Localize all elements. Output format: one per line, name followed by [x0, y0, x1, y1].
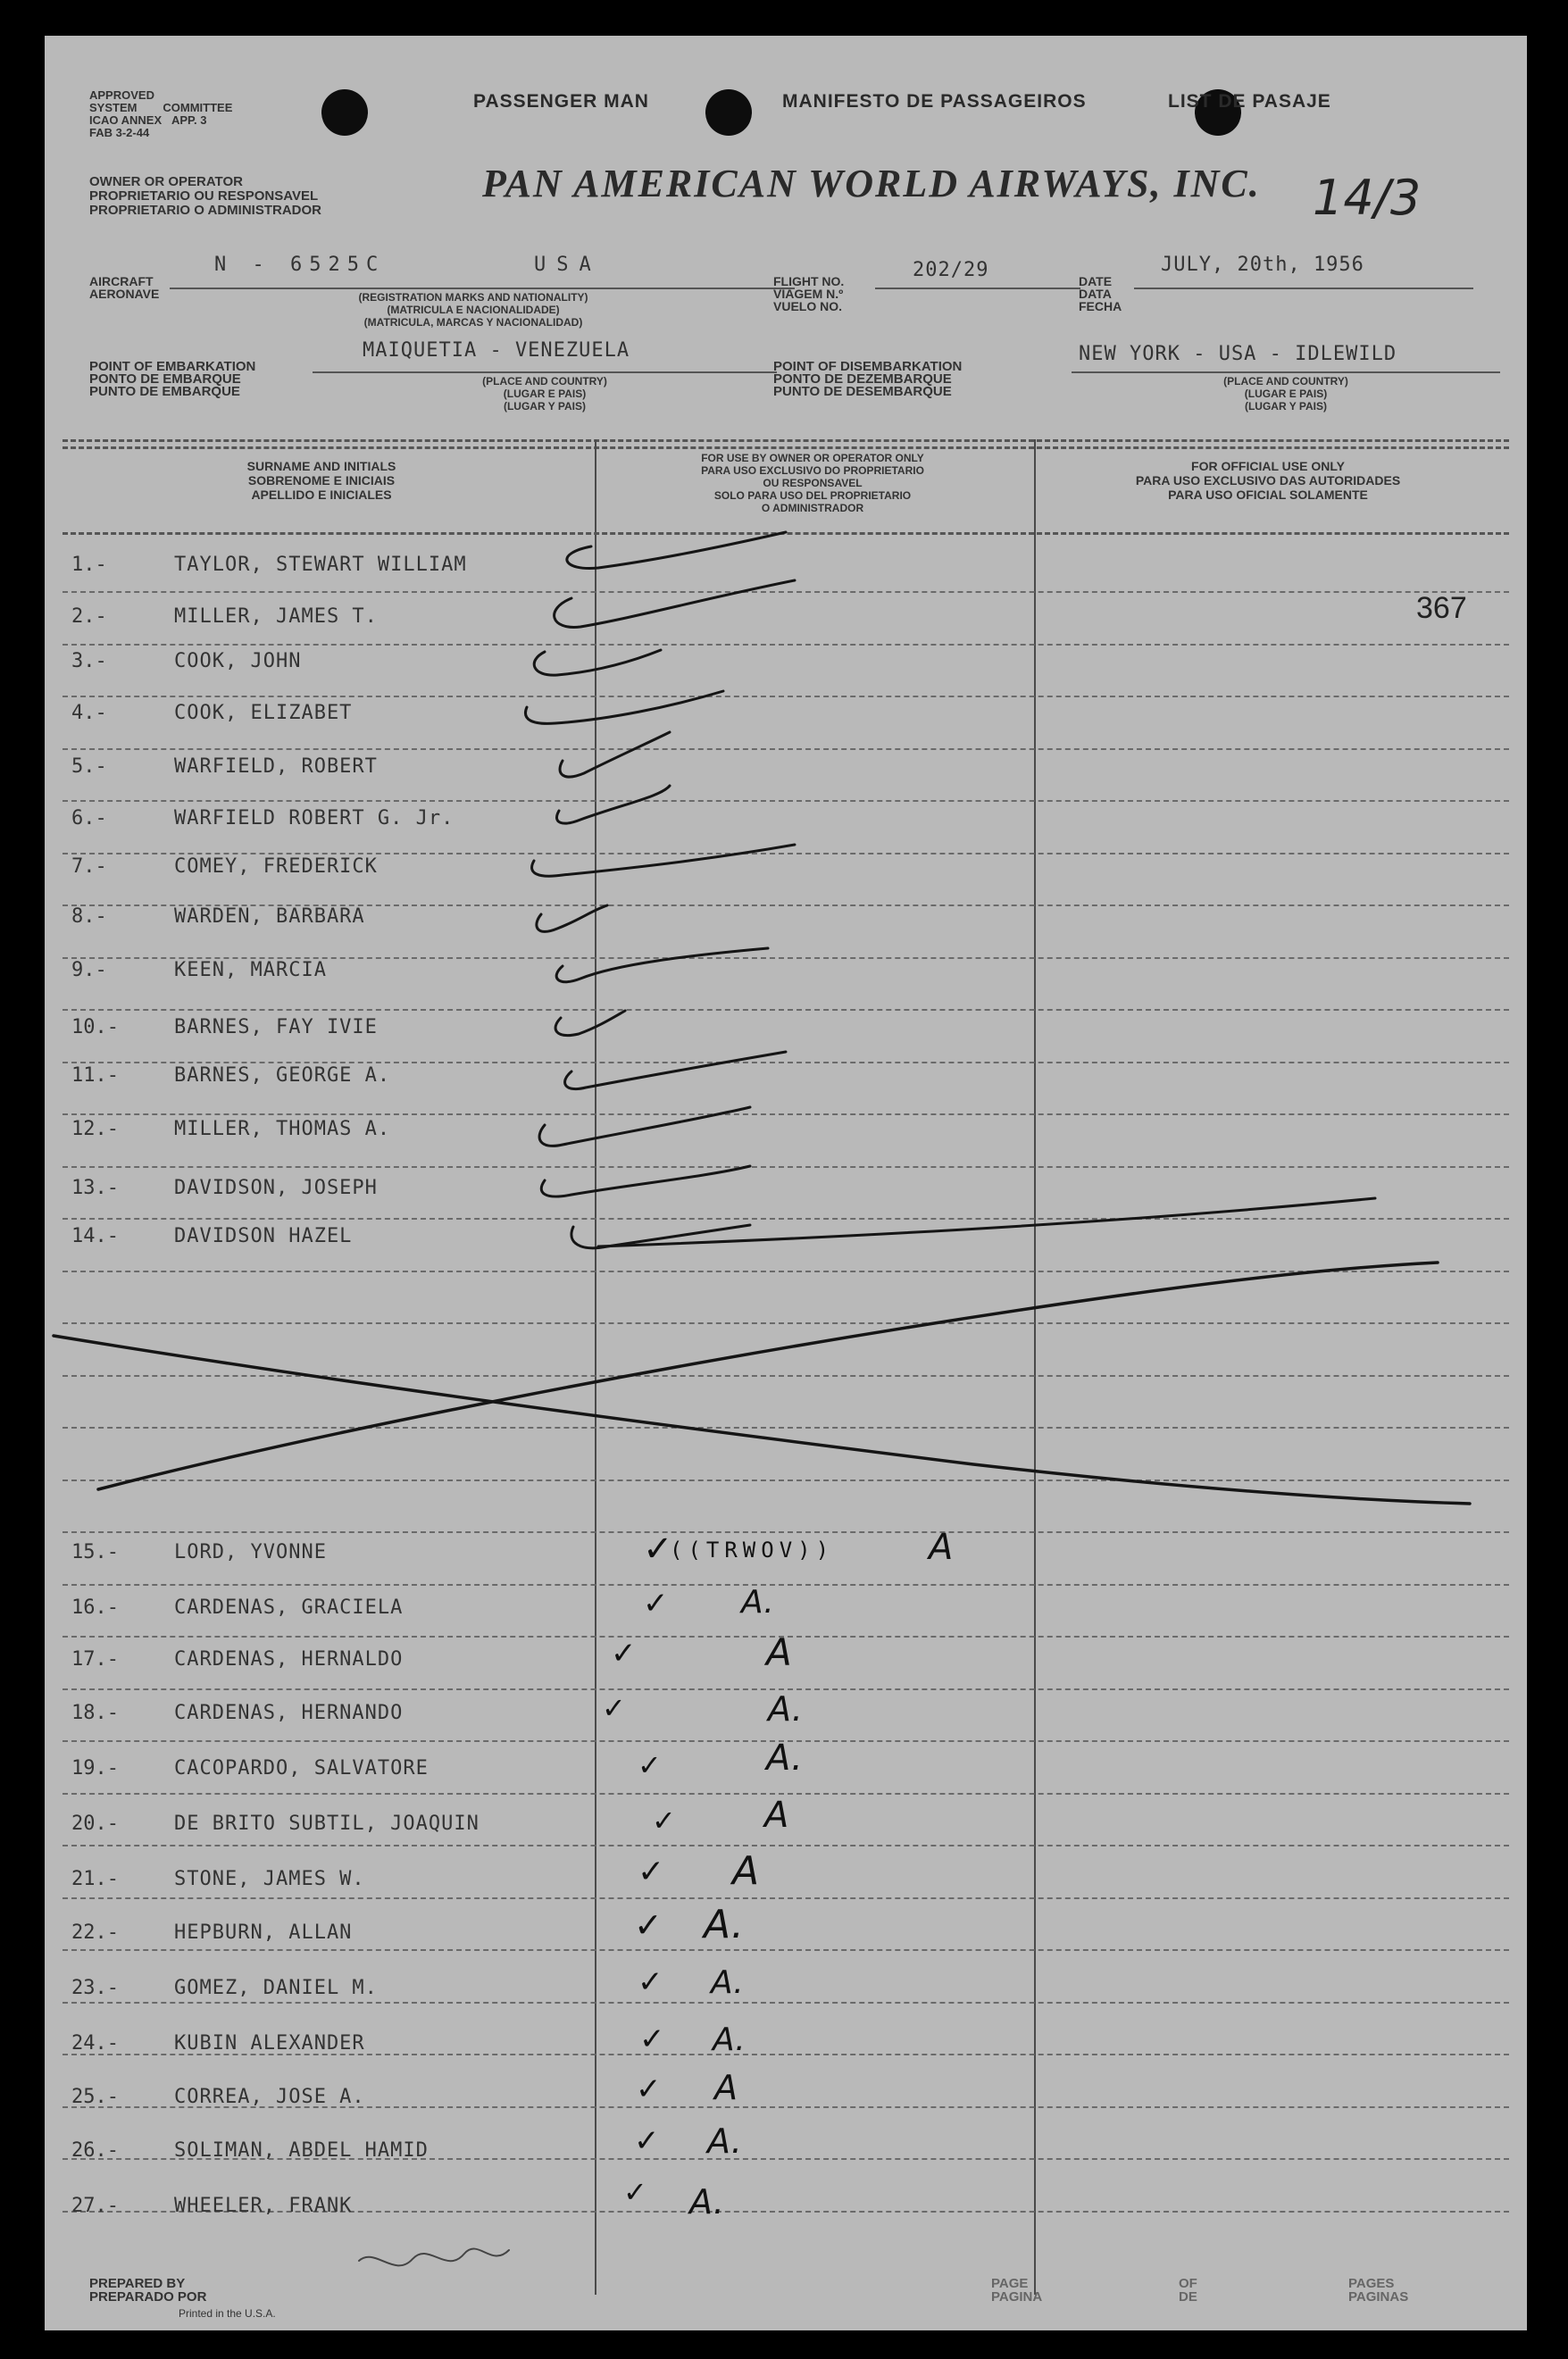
owner-labels: OWNER OR OPERATOR PROPRIETARIO OU RESPONSAVEL PROPRIETARIO O ADMINISTRADOR	[89, 174, 322, 218]
passenger-name: LORD, YVONNE	[174, 1541, 327, 1563]
check-swoosh	[555, 1011, 625, 1036]
check-swoosh	[532, 845, 795, 876]
official-column-header: FOR OFFICIAL USE ONLY PARA USO EXCLUSIVO DAS AUTORIDADES PARA USO OFICIAL SOLAMENTE	[1135, 459, 1401, 502]
row-number: 23.-	[71, 1977, 119, 1999]
cross-line	[98, 1263, 1438, 1489]
check-swoosh	[556, 948, 768, 982]
passenger-name: DE BRITO SUBTIL, JOAQUIN	[174, 1813, 480, 1835]
code-mark: A.	[707, 2121, 742, 2161]
check-mark: ✓	[638, 1854, 665, 1890]
disembark-labels: POINT OF DISEMBARKATION PONTO DE DEZEMBARQUE PUNTO DE DESEMBARQUE	[773, 359, 963, 399]
embark-labels: POINT OF EMBARKATION PONTO DE EMBARQUE PUNTO DE EMBARQUE	[89, 359, 256, 399]
row-number: 18.-	[71, 1702, 119, 1724]
code-mark: A.	[741, 1584, 774, 1621]
check-swoosh	[541, 1166, 750, 1196]
check-mark: ✓	[636, 2071, 662, 2107]
code-mark: A	[766, 1630, 792, 1674]
passenger-name: BARNES, GEORGE A.	[174, 1064, 391, 1087]
row-number: 22.-	[71, 1921, 119, 1944]
check-mark: ✓	[611, 1636, 637, 1671]
passenger-name: SOLIMAN, ABDEL HAMID	[174, 2139, 429, 2162]
row-number: 14.-	[71, 1225, 119, 1247]
row-number: 24.-	[71, 2032, 119, 2055]
check-mark: ✓	[643, 1529, 673, 1570]
passenger-name: WHEELER, FRANK	[174, 2195, 353, 2217]
code-mark: A	[764, 1795, 789, 1836]
passenger-name: BARNES, FAY IVIE	[174, 1016, 378, 1038]
flight-value: 202/29	[913, 259, 989, 281]
surname-column-header: SURNAME AND INITIALS SOBRENOME E INICIAIS APELLIDO E INICIALES	[246, 459, 396, 502]
check-swoosh	[567, 532, 786, 569]
owner-column-header: FOR USE BY OWNER OR OPERATOR ONLY PARA USO EXCLUSIVO DO PROPRIETARIO OU RESPONSAVEL SOLO PARA USO DEL PROPRIETARIO O ADMINISTRADOR	[701, 452, 924, 514]
code-mark: A	[929, 1527, 954, 1568]
row-number: 21.-	[71, 1868, 119, 1890]
code-mark: A.	[689, 2182, 724, 2221]
row-number: 8.-	[71, 905, 107, 928]
row-number: 9.-	[71, 959, 107, 981]
check-swoosh	[525, 691, 723, 723]
embark-value: MAIQUETIA - VENEZUELA	[363, 339, 630, 362]
signature-scribble	[359, 2249, 509, 2266]
row-number: 1.-	[71, 554, 107, 576]
of-label: OF DE	[1179, 2276, 1197, 2305]
manifest-sheet	[45, 36, 1527, 2330]
passenger-name: WARFIELD, ROBERT	[174, 755, 378, 778]
check-mark: ✓	[634, 2123, 660, 2159]
passenger-name: CARDENAS, HERNALDO	[174, 1648, 404, 1671]
title-pt: MANIFESTO DE PASSAGEIROS	[782, 91, 1087, 112]
check-swoosh	[539, 1107, 750, 1146]
row-number: 20.-	[71, 1813, 119, 1835]
passenger-name: MILLER, THOMAS A.	[174, 1118, 391, 1140]
date-value: JULY, 20th, 1956	[1161, 254, 1364, 276]
row-number: 4.-	[71, 702, 107, 724]
passenger-name: CARDENAS, GRACIELA	[174, 1596, 404, 1619]
passenger-name: GOMEZ, DANIEL M.	[174, 1977, 378, 1999]
passenger-name: KUBIN ALEXANDER	[174, 2032, 365, 2055]
row-number: 17.-	[71, 1648, 119, 1671]
check-swoosh	[534, 650, 661, 675]
approval-block: APPROVED SYSTEM COMMITTEE ICAO ANNEX APP. 3 FAB 3-2-44	[89, 88, 233, 139]
check-mark: ✓	[602, 1691, 626, 1725]
passenger-name: TAYLOR, STEWART WILLIAM	[174, 554, 467, 576]
page-handwritten-mark: 14/3	[1313, 170, 1422, 226]
aircraft-labels: AIRCRAFT AERONAVE	[89, 274, 160, 301]
row-number: 26.-	[71, 2139, 119, 2162]
row-number: 10.-	[71, 1016, 119, 1038]
row-number: 27.-	[71, 2195, 119, 2217]
cross-line	[598, 1198, 1375, 1246]
embark-caption: (PLACE AND COUNTRY) (LUGAR E PAIS) (LUGAR Y PAIS)	[482, 375, 607, 413]
code-mark: A	[714, 2068, 738, 2107]
passenger-name: COOK, ELIZABET	[174, 702, 353, 724]
passenger-name: HEPBURN, ALLAN	[174, 1921, 353, 1944]
passenger-name: KEEN, MARCIA	[174, 959, 327, 981]
nationality-value: USA	[534, 254, 602, 276]
row-number: 11.-	[71, 1064, 119, 1087]
date-labels: DATE DATA FECHA	[1079, 274, 1122, 313]
row-number: 25.-	[71, 2086, 119, 2108]
official-number: 367	[1416, 591, 1467, 625]
passenger-name: COOK, JOHN	[174, 650, 302, 672]
row-number: 19.-	[71, 1757, 119, 1780]
check-mark: ✓	[638, 1748, 662, 1782]
row-number: 15.-	[71, 1541, 119, 1563]
check-mark: ✓	[634, 1905, 663, 1945]
check-swoosh	[560, 732, 670, 777]
code-mark: A	[732, 1848, 760, 1894]
disembark-caption: (PLACE AND COUNTRY) (LUGAR E PAIS) (LUGAR Y PAIS)	[1223, 375, 1348, 413]
prepared-by: PREPARED BY PREPARADO POR	[89, 2276, 207, 2305]
row-number: 13.-	[71, 1177, 119, 1199]
passenger-name: COMEY, FREDERICK	[174, 855, 378, 878]
title-en: PASSENGER MAN	[473, 91, 649, 112]
passenger-name: STONE, JAMES W.	[174, 1868, 365, 1890]
page-label: PAGE PAGINA	[991, 2276, 1043, 2305]
row-number: 16.-	[71, 1596, 119, 1619]
check-mark: ✓	[652, 1804, 676, 1838]
row-number: 12.-	[71, 1118, 119, 1140]
passenger-name: CORREA, JOSE A.	[174, 2086, 365, 2108]
row-number: 6.-	[71, 807, 107, 829]
check-mark: ✓	[643, 1586, 669, 1621]
check-mark: ✓	[639, 2021, 665, 2057]
check-swoosh	[556, 786, 670, 823]
check-swoosh	[555, 580, 795, 627]
flight-labels: FLIGHT NO. VIAGEM N.º VUELO NO.	[773, 274, 845, 313]
company-name: PAN AMERICAN WORLD AIRWAYS, INC.	[482, 162, 1261, 205]
pages-label: PAGES PAGINAS	[1348, 2276, 1409, 2305]
passenger-name: MILLER, JAMES T.	[174, 605, 378, 628]
passenger-name: WARDEN, BARBARA	[174, 905, 365, 928]
aircraft-caption: (REGISTRATION MARKS AND NATIONALITY) (MATRICULA E NACIONALIDADE) (MATRICULA, MARCAS Y NACIONALIDAD)	[358, 291, 588, 329]
check-swoosh	[565, 1052, 786, 1089]
code-mark: A.	[711, 1964, 744, 2001]
code-mark: A.	[713, 2021, 746, 2058]
check-swoosh	[537, 905, 607, 931]
row-number: 5.-	[71, 755, 107, 778]
passenger-name: WARFIELD ROBERT G. Jr.	[174, 807, 455, 829]
aircraft-value: N - 6525C	[214, 254, 386, 276]
ink-strokes	[45, 36, 1527, 2330]
annotation-text: ((TRWOV))	[670, 1538, 835, 1563]
code-mark: A.	[768, 1689, 803, 1729]
passenger-name: DAVIDSON, JOSEPH	[174, 1177, 378, 1199]
passenger-name: CARDENAS, HERNANDO	[174, 1702, 404, 1724]
passenger-name: DAVIDSON HAZEL	[174, 1225, 353, 1247]
code-mark: A.	[704, 1902, 744, 1947]
row-number: 2.-	[71, 605, 107, 628]
title-es: LIST DE PASAJE	[1168, 91, 1331, 112]
row-number: 3.-	[71, 650, 107, 672]
printed-note: Printed in the U.S.A.	[179, 2307, 276, 2320]
check-mark: ✓	[623, 2175, 647, 2209]
cross-line	[54, 1336, 1470, 1504]
row-number: 7.-	[71, 855, 107, 878]
code-mark: A.	[766, 1738, 803, 1779]
check-mark: ✓	[638, 1964, 663, 2000]
passenger-name: CACOPARDO, SALVATORE	[174, 1757, 429, 1780]
disembark-value: NEW YORK - USA - IDLEWILD	[1079, 343, 1397, 365]
